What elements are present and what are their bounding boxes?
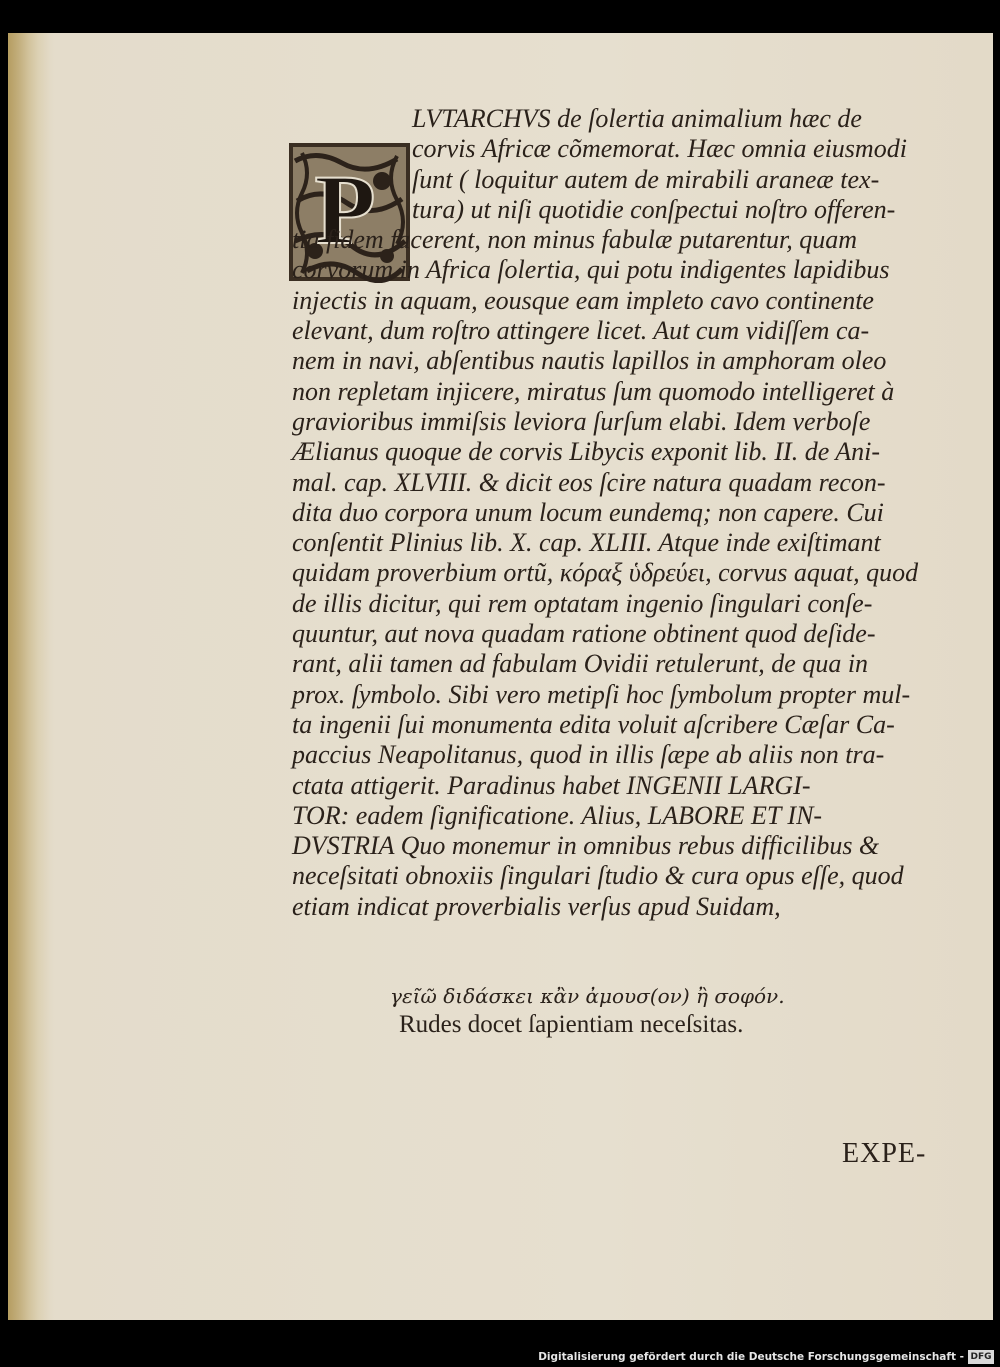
text-line: elevant, dum roſtro attingere licet. Aut cum vidiſſem ca-: [292, 316, 870, 346]
text-line: tia fidem facerent, non minus fabulæ putarentur, quam: [292, 225, 857, 255]
text-line: Ælianus quoque de corvis Libycis exponit lib. II. de Ani-: [292, 437, 881, 467]
text-line: ſunt ( loquitur autem de mirabili araneæ tex-: [412, 164, 880, 194]
dfg-credit-text: Digitalisierung gefördert durch die Deutsche Forschungsgemeinschaft -: [538, 1351, 964, 1363]
text-line: neceſsitati obnoxiis ſingulari ſtudio & cura opus eſſe, quod: [292, 861, 904, 891]
text-line: prox. ſymbolo. Sibi vero metipſi hoc ſymbolum propter mul-: [292, 679, 911, 709]
text-line: gravioribus immiſsis leviora ſurſum elabi. Idem verboſe: [292, 406, 871, 436]
text-line: DVSTRIA Quo monemur in omnibus rebus difficilibus &: [292, 831, 880, 861]
text-line: mal. cap. XLVIII. & dicit eos ſcire natura quadam recon-: [292, 467, 886, 497]
greek-verse: γεῖῶ διδάσκει κἂν ἀμουσ(ον) ἢ σοφόν.: [390, 984, 785, 1008]
text-line: quidam proverbium ortũ, κόραξ ὑδρεύει, corvus aquat, quod: [292, 558, 919, 588]
text-line: dita duo corpora unum locum eundemq; non capere. Cui: [292, 497, 884, 527]
main-text: [292, 104, 942, 922]
text-line: quuntur, aut nova quadam ratione obtinent quod deſide-: [292, 619, 876, 649]
footer-bar: [0, 1345, 1000, 1367]
text-line: etiam indicat proverbialis verſus apud Suidam,: [292, 891, 781, 921]
latin-translation: Rudes docet ſapientiam neceſsitas.: [399, 1011, 744, 1038]
text-line: ctata attigerit. Paradinus habet INGENII LARGI-: [292, 770, 811, 800]
text-line: TOR: eadem ſignificatione. Alius, LABORE ET IN-: [292, 800, 823, 830]
text-line: corvis Africæ cõmemorat. Hæc omnia eiusmodi: [412, 134, 907, 164]
text-line: paccius Neapolitanus, quod in illis ſæpe ab aliis non tra-: [292, 740, 885, 770]
text-line: LVTARCHVS de ſolertia animalium hæc de: [412, 104, 862, 133]
dfg-logo-icon: DFG: [968, 1350, 994, 1364]
catchword: EXPE-: [842, 1138, 927, 1169]
text-line: corvorum in Africa ſolertia, qui potu indigentes lapidibus: [292, 255, 890, 285]
text-line: conſentit Plinius lib. X. cap. XLIII. Atque inde exiſtimant: [292, 528, 881, 558]
page-gutter-shading: [10, 33, 50, 1320]
text-line: rant, alii tamen ad fabulam Ovidii retulerunt, de qua in: [292, 649, 869, 679]
text-line: ta ingenii ſui monumenta edita voluit aſcribere Cæſar Ca-: [292, 709, 895, 739]
svg-text:P: P: [314, 154, 376, 265]
text-line: tura) ut niſi quotidie conſpectui noſtro offeren-: [412, 194, 896, 224]
book-page: [8, 33, 993, 1320]
text-line: non repletam injicere, miratus ſum quomodo intelligeret à: [292, 376, 895, 406]
text-line: de illis dicitur, qui rem optatam ingenio ſingulari conſe-: [292, 588, 873, 618]
text-line: injectis in aquam, eousque eam impleto cavo continente: [292, 285, 874, 315]
text-line: nem in navi, abſentibus nautis lapillos in amphoram oleo: [292, 346, 887, 376]
